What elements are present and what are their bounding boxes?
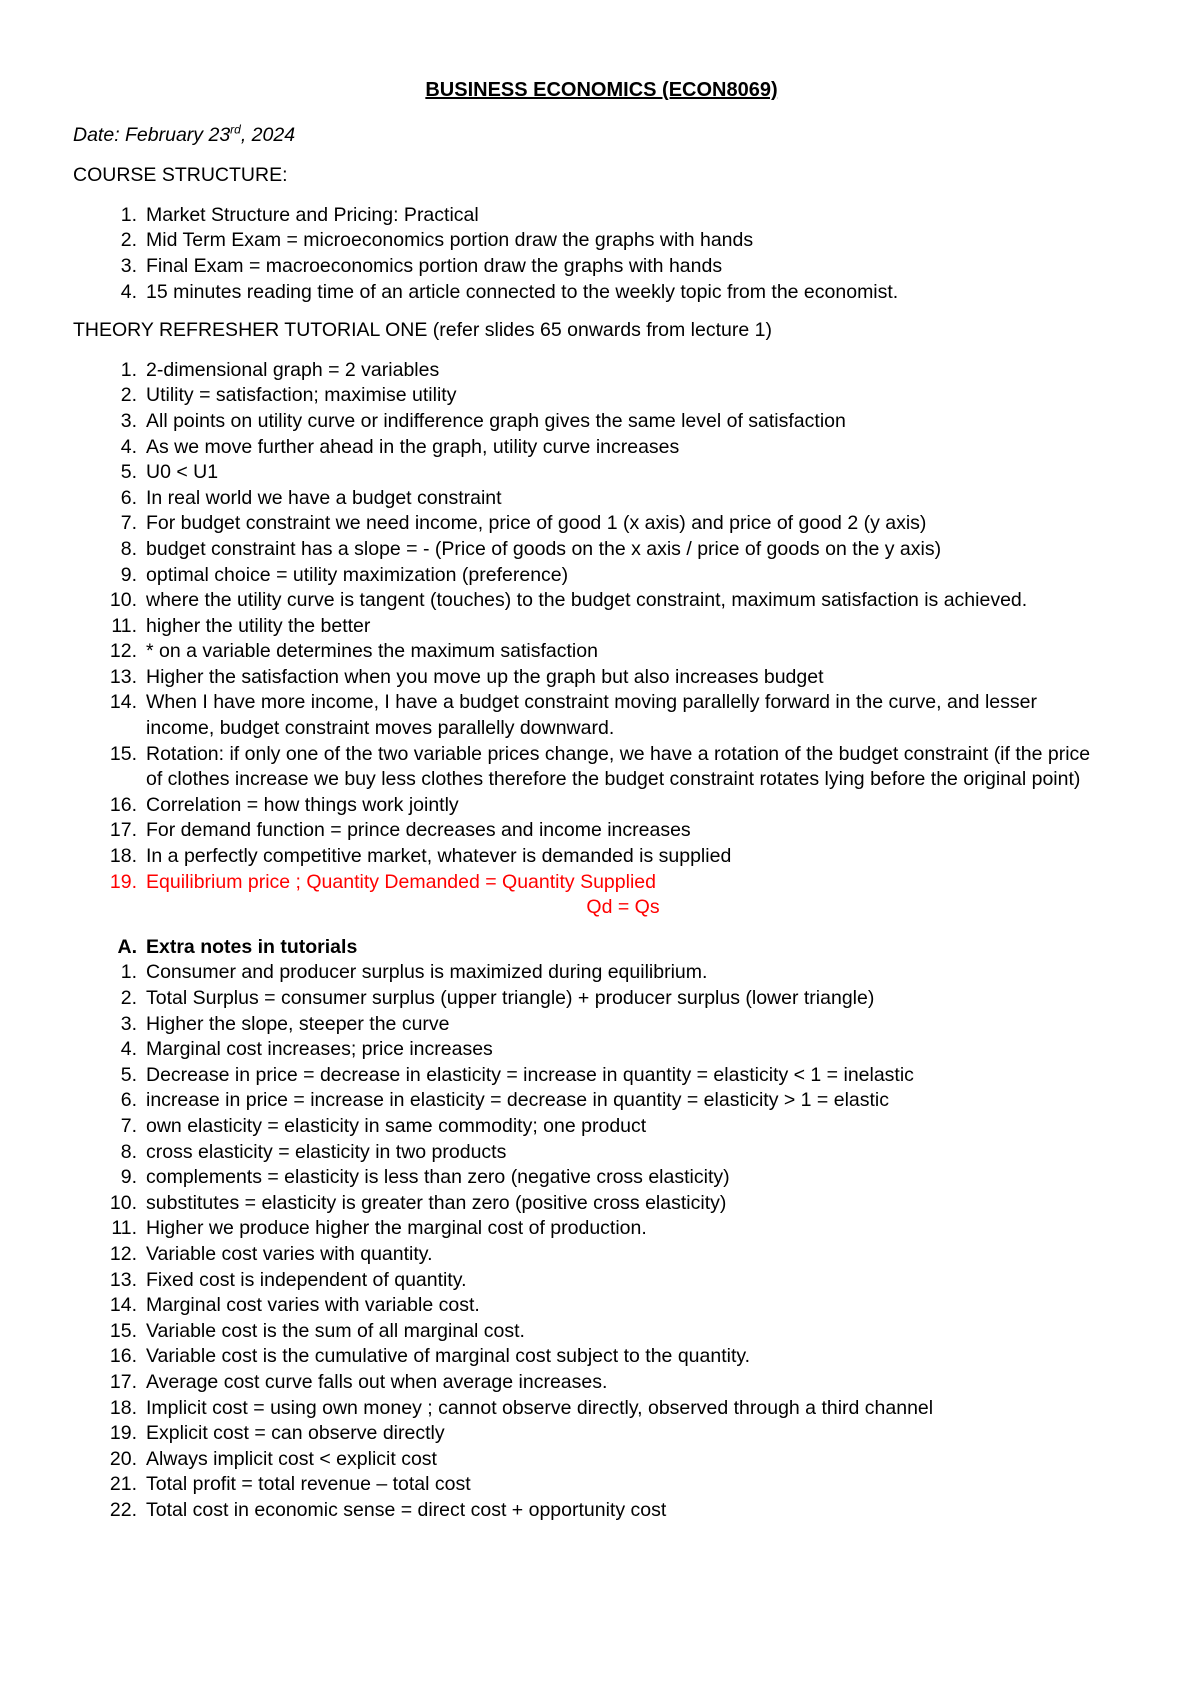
- list-item-text: higher the utility the better: [146, 614, 371, 637]
- list-item: [73, 690, 1100, 741]
- list-item-number: 19.: [109, 870, 137, 893]
- document-title: BUSINESS ECONOMICS (ECON8069): [425, 79, 778, 101]
- list-item-number: 16.: [109, 1345, 137, 1368]
- list-item: [73, 280, 1100, 306]
- list-item-number: 2.: [120, 987, 137, 1009]
- list-item-text: Variable cost varies with quantity.: [146, 1242, 433, 1265]
- list-item-number: 3.: [120, 254, 137, 277]
- list-item: [73, 1293, 1100, 1319]
- list-item-number: 13.: [109, 1268, 137, 1291]
- list-item-number: 1.: [120, 961, 137, 984]
- list-item-text: complements = elasticity is less than zero (negative cross elasticity): [146, 1166, 730, 1189]
- list-item-number: 5.: [120, 461, 137, 484]
- list-item-text: Higher the satisfaction when you move up the graph but also increases budget: [146, 665, 824, 688]
- course-structure-heading: COURSE STRUCTURE:: [73, 164, 288, 187]
- list-item: [73, 435, 1100, 461]
- list-item-text: As we move further ahead in the graph, utility curve increases: [146, 435, 680, 458]
- list-item-number: 17.: [109, 1370, 137, 1393]
- list-item-text: Mid Term Exam = microeconomics portion draw the graphs with hands: [146, 229, 754, 252]
- list-item-number: 8.: [120, 537, 137, 560]
- list-item: [73, 203, 1100, 229]
- list-item-number: 22.: [109, 1498, 137, 1521]
- list-item: [73, 1140, 1100, 1166]
- list-item-text: Marginal cost varies with variable cost.: [146, 1294, 480, 1317]
- list-item-text: Variable cost is the cumulative of marginal cost subject to the quantity.: [146, 1345, 751, 1368]
- list-item-number: 18.: [109, 845, 137, 868]
- list-item: [73, 1370, 1100, 1396]
- list-item-number: 14.: [109, 1294, 137, 1317]
- list-item-number: 12.: [109, 1242, 137, 1265]
- list-item: [73, 460, 1100, 486]
- list-item-text: Variable cost is the sum of all marginal cost.: [146, 1319, 525, 1342]
- list-item-text: Explicit cost = can observe directly: [146, 1422, 445, 1445]
- list-item: [73, 1421, 1100, 1447]
- list-item-number: 6.: [120, 1089, 137, 1112]
- list-item: [73, 588, 1100, 614]
- extra-notes-title: Extra notes in tutorials: [146, 935, 358, 958]
- list-item-text: budget constraint has a slope = - (Price of goods on the x axis / price of goods on the y axis): [146, 537, 942, 560]
- list-item: [73, 1268, 1100, 1294]
- list-item: [73, 614, 1100, 640]
- list-item-text: Equilibrium price ; Quantity Demanded = Quantity Supplied: [146, 870, 656, 893]
- list-item-number: 9.: [120, 1166, 137, 1189]
- list-item-number: 2.: [120, 384, 137, 407]
- list-item-number: 16.: [109, 793, 137, 816]
- list-item: [73, 1472, 1100, 1498]
- list-item-text: where the utility curve is tangent (touches) to the budget constraint, maximum satisfaction is achieved.: [146, 589, 1028, 612]
- extra-notes-heading: [73, 935, 1100, 961]
- list-item-text: In real world we have a budget constraint: [146, 486, 502, 509]
- list-item: [73, 383, 1100, 409]
- list-item-text: For budget constraint we need income, price of good 1 (x axis) and price of good 2 (y axis): [146, 512, 927, 535]
- list-item-text: Correlation = how things work jointly: [146, 793, 459, 816]
- list-item: [73, 1088, 1100, 1114]
- list-item-text: Utility = satisfaction; maximise utility: [146, 384, 457, 407]
- list-item-number: 15.: [109, 1319, 137, 1342]
- list-item-text: Average cost curve falls out when average increases.: [146, 1370, 608, 1393]
- list-item-number: 5.: [120, 1063, 137, 1086]
- list-item-number: 11.: [111, 1217, 137, 1240]
- list-item: [73, 742, 1100, 793]
- list-item-number: 21.: [109, 1473, 137, 1496]
- list-item: [73, 1216, 1100, 1242]
- list-item: [73, 358, 1100, 384]
- list-item-text: Final Exam = macroeconomics portion draw the graphs with hands: [146, 254, 723, 277]
- list-item-number: 7.: [120, 1114, 137, 1137]
- list-item: [73, 793, 1100, 819]
- list-item-number: 6.: [120, 486, 137, 509]
- list-item-number: 4.: [120, 1038, 137, 1061]
- list-item-number: 7.: [120, 512, 137, 535]
- list-item: [73, 511, 1100, 537]
- list-item: [73, 1012, 1100, 1038]
- list-item-text: 15 minutes reading time of an article connected to the weekly topic from the economist.: [146, 280, 899, 303]
- theory-list: [73, 358, 1100, 895]
- list-item-number: 17.: [109, 819, 137, 842]
- list-item-number: 1.: [120, 203, 137, 226]
- list-item-number: 3.: [120, 1012, 137, 1035]
- list-item-text: Decrease in price = decrease in elasticity = increase in quantity = elasticity < 1 = inelastic: [146, 1063, 914, 1086]
- list-item-number: 14.: [109, 691, 137, 714]
- list-item-number: 18.: [109, 1396, 137, 1419]
- list-item: [73, 228, 1100, 254]
- list-item-number: 12.: [109, 640, 137, 663]
- list-item-number: 10.: [109, 589, 137, 612]
- list-item-text: Rotation: if only one of the two variable prices change, we have a rotation of the budget constraint (if the price of clothes increase we buy less clothes therefore the budget constraint rotates lying before the original point): [146, 742, 1091, 791]
- list-item: [73, 1114, 1100, 1140]
- list-item: [73, 1063, 1100, 1089]
- list-item-text: Consumer and producer surplus is maximized during equilibrium.: [146, 961, 708, 984]
- list-item-text: own elasticity = elasticity in same commodity; one product: [146, 1114, 647, 1137]
- date-superscript: rd: [230, 122, 241, 137]
- equilibrium-equation: Qd = Qs: [586, 896, 660, 919]
- list-item: [73, 986, 1100, 1012]
- list-item-text: In a perfectly competitive market, whatever is demanded is supplied: [146, 845, 732, 868]
- list-item: [73, 844, 1100, 870]
- list-item-text: Marginal cost increases; price increases: [146, 1038, 493, 1061]
- list-item: [73, 1037, 1100, 1063]
- list-item-number: 4.: [120, 435, 137, 458]
- date-prefix: Date: February 23: [73, 123, 231, 146]
- list-item-text: All points on utility curve or indifference graph gives the same level of satisfaction: [146, 409, 846, 432]
- list-item: [73, 665, 1100, 691]
- list-item: [73, 1447, 1100, 1473]
- list-item-number: 10.: [109, 1191, 137, 1214]
- list-item: [73, 1344, 1100, 1370]
- list-item-text: Implicit cost = using own money ; cannot observe directly, observed through a third channel: [146, 1396, 934, 1419]
- list-item: [73, 818, 1100, 844]
- list-item-text: For demand function = prince decreases and income increases: [146, 819, 691, 842]
- list-item-number: 13.: [109, 665, 137, 688]
- list-item-text: Total cost in economic sense = direct cost + opportunity cost: [146, 1498, 667, 1521]
- list-item-number: 9.: [120, 563, 137, 586]
- list-item-number: 2.: [120, 229, 137, 252]
- list-item: [73, 409, 1100, 435]
- list-item: [73, 486, 1100, 512]
- list-item-number: 4.: [120, 280, 137, 303]
- list-item-text: Total profit = total revenue – total cost: [146, 1473, 471, 1496]
- list-item-text: Higher the slope, steeper the curve: [146, 1012, 450, 1035]
- theory-heading: THEORY REFRESHER TUTORIAL ONE (refer slides 65 onwards from lecture 1): [73, 319, 772, 342]
- list-item-text: optimal choice = utility maximization (preference): [146, 563, 569, 586]
- list-item: [73, 960, 1100, 986]
- list-item-text: increase in price = increase in elasticity = decrease in quantity = elasticity > 1 = elastic: [146, 1089, 890, 1112]
- list-item-text: Market Structure and Pricing: Practical: [146, 203, 479, 226]
- list-item-text: U0 < U1: [146, 461, 219, 484]
- list-item-text: 2-dimensional graph = 2 variables: [146, 358, 440, 381]
- list-item-text: * on a variable determines the maximum satisfaction: [146, 640, 598, 663]
- list-item-text: When I have more income, I have a budget constraint moving parallelly forward in the curve, and lesser income, budget constraint moves parallelly downward.: [146, 691, 1037, 740]
- list-item: [73, 639, 1100, 665]
- list-item-number: 3.: [120, 409, 137, 432]
- list-item: [73, 563, 1100, 589]
- extra-notes-list: [73, 960, 1100, 1523]
- list-item: [73, 1242, 1100, 1268]
- list-item: [73, 1396, 1100, 1422]
- course-structure-list: [73, 203, 1100, 305]
- list-item: [73, 254, 1100, 280]
- list-item-text: Total Surplus = consumer surplus (upper triangle) + producer surplus (lower triangle): [146, 987, 875, 1009]
- list-item-text: Fixed cost is independent of quantity.: [146, 1268, 467, 1291]
- extra-notes-letter: A.: [117, 935, 137, 958]
- list-item-number: 8.: [120, 1140, 137, 1163]
- list-item: [73, 1165, 1100, 1191]
- list-item: [73, 1319, 1100, 1345]
- list-item-number: 15.: [109, 742, 137, 765]
- list-item-number: 1.: [120, 358, 137, 381]
- date-suffix: , 2024: [240, 123, 296, 146]
- list-item-text: Higher we produce higher the marginal cost of production.: [146, 1217, 647, 1240]
- list-item-text: Always implicit cost < explicit cost: [146, 1447, 437, 1470]
- list-item-number: 19.: [109, 1422, 137, 1445]
- list-item: [73, 1498, 1100, 1524]
- list-item: [73, 870, 1100, 896]
- list-item-text: cross elasticity = elasticity in two products: [146, 1140, 507, 1163]
- list-item: [73, 1191, 1100, 1217]
- list-item: [73, 537, 1100, 563]
- list-item-number: 11.: [111, 614, 137, 637]
- list-item-number: 20.: [109, 1447, 137, 1470]
- list-item-text: substitutes = elasticity is greater than zero (positive cross elasticity): [146, 1191, 727, 1214]
- document-date: [73, 123, 1100, 149]
